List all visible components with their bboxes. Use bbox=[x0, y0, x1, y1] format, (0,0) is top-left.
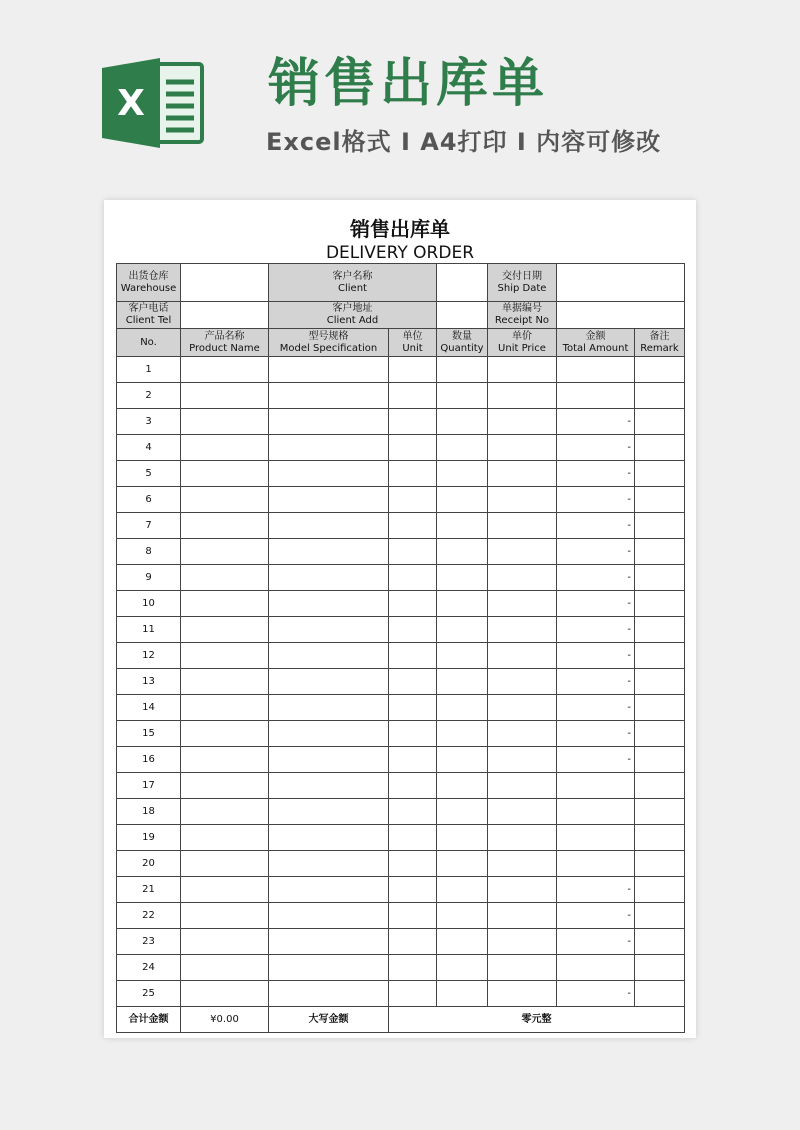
table-cell[interactable] bbox=[269, 851, 389, 877]
row-number: 15 bbox=[117, 721, 181, 747]
table-cell[interactable] bbox=[488, 409, 557, 435]
table-row bbox=[117, 721, 685, 747]
table-cell[interactable] bbox=[437, 461, 488, 487]
table-cell[interactable] bbox=[488, 799, 557, 825]
row-number: 19 bbox=[117, 825, 181, 851]
document-title-en: DELIVERY ORDER bbox=[325, 243, 475, 263]
table-cell[interactable] bbox=[635, 357, 685, 383]
table-cell[interactable] bbox=[269, 357, 389, 383]
table-cell[interactable] bbox=[437, 383, 488, 409]
table-cell[interactable] bbox=[437, 825, 488, 851]
table-cell[interactable] bbox=[635, 877, 685, 903]
table-cell[interactable] bbox=[181, 487, 269, 513]
amount-cell[interactable]: - bbox=[557, 643, 635, 669]
table-cell[interactable] bbox=[488, 877, 557, 903]
amount-cell[interactable]: - bbox=[557, 435, 635, 461]
table-cell[interactable] bbox=[635, 513, 685, 539]
table-row bbox=[117, 461, 685, 487]
row-number: 6 bbox=[117, 487, 181, 513]
table-cell[interactable] bbox=[437, 357, 488, 383]
table-cell[interactable] bbox=[488, 383, 557, 409]
table-cell[interactable] bbox=[488, 487, 557, 513]
table-cell[interactable] bbox=[181, 747, 269, 773]
table-cell[interactable] bbox=[635, 565, 685, 591]
table-cell[interactable] bbox=[269, 539, 389, 565]
table-row bbox=[117, 773, 685, 799]
table-row bbox=[117, 409, 685, 435]
table-cell[interactable] bbox=[269, 617, 389, 643]
table-cell[interactable] bbox=[488, 955, 557, 981]
table-row bbox=[117, 825, 685, 851]
warehouse-label: 出货仓库 Warehouse bbox=[117, 264, 181, 302]
row-number: 12 bbox=[117, 643, 181, 669]
amount-cell[interactable]: - bbox=[557, 487, 635, 513]
table-cell[interactable] bbox=[635, 643, 685, 669]
amount-cell[interactable] bbox=[557, 851, 635, 877]
amount-cell[interactable] bbox=[557, 357, 635, 383]
column-header: No. bbox=[117, 329, 181, 357]
table-cell[interactable] bbox=[437, 487, 488, 513]
table-cell[interactable] bbox=[181, 357, 269, 383]
table-cell[interactable] bbox=[181, 461, 269, 487]
table-cell[interactable] bbox=[488, 643, 557, 669]
table-cell[interactable] bbox=[389, 513, 437, 539]
amount-cell[interactable]: - bbox=[557, 903, 635, 929]
amount-cell[interactable]: - bbox=[557, 747, 635, 773]
table-cell[interactable] bbox=[389, 825, 437, 851]
table-cell[interactable] bbox=[437, 851, 488, 877]
row-number: 11 bbox=[117, 617, 181, 643]
column-header: 备注 Remark bbox=[635, 329, 685, 357]
table-cell[interactable] bbox=[181, 435, 269, 461]
amount-cell[interactable]: - bbox=[557, 721, 635, 747]
total-value: ¥0.00 bbox=[181, 1007, 269, 1033]
table-cell[interactable] bbox=[635, 929, 685, 955]
table-cell[interactable] bbox=[437, 695, 488, 721]
table-cell[interactable] bbox=[437, 799, 488, 825]
table-cell[interactable] bbox=[437, 409, 488, 435]
table-cell[interactable] bbox=[269, 929, 389, 955]
table-cell[interactable] bbox=[437, 617, 488, 643]
table-cell[interactable] bbox=[389, 617, 437, 643]
table-cell[interactable] bbox=[389, 695, 437, 721]
row-number: 20 bbox=[117, 851, 181, 877]
table-cell[interactable] bbox=[437, 435, 488, 461]
table-cell[interactable] bbox=[269, 799, 389, 825]
column-header: 单位 Unit bbox=[389, 329, 437, 357]
table-row bbox=[117, 565, 685, 591]
table-cell[interactable] bbox=[437, 773, 488, 799]
warehouse-value[interactable] bbox=[181, 264, 269, 302]
row-number: 8 bbox=[117, 539, 181, 565]
row-number: 24 bbox=[117, 955, 181, 981]
client-tel-label: 客户电话 Client Tel bbox=[117, 302, 181, 329]
column-header: 金额 Total Amount bbox=[557, 329, 635, 357]
amount-cell[interactable]: - bbox=[557, 981, 635, 1007]
table-cell[interactable] bbox=[437, 669, 488, 695]
row-number: 9 bbox=[117, 565, 181, 591]
table-cell[interactable] bbox=[635, 825, 685, 851]
row-number: 16 bbox=[117, 747, 181, 773]
amount-cell[interactable]: - bbox=[557, 695, 635, 721]
table-row bbox=[117, 435, 685, 461]
table-cell[interactable] bbox=[269, 773, 389, 799]
row-number: 2 bbox=[117, 383, 181, 409]
table-row bbox=[117, 539, 685, 565]
table-cell[interactable] bbox=[635, 955, 685, 981]
table-row bbox=[117, 513, 685, 539]
table-row bbox=[117, 955, 685, 981]
table-cell[interactable] bbox=[635, 851, 685, 877]
amount-cell[interactable]: - bbox=[557, 539, 635, 565]
ship-date-label: 交付日期 Ship Date bbox=[488, 264, 557, 302]
table-cell[interactable] bbox=[437, 877, 488, 903]
table-cell[interactable] bbox=[488, 539, 557, 565]
row-number: 17 bbox=[117, 773, 181, 799]
ship-date-value[interactable] bbox=[557, 264, 685, 302]
document-title-cn: 销售出库单 bbox=[350, 217, 450, 241]
client-add-label: 客户地址 Client Add bbox=[269, 302, 437, 329]
table-row bbox=[117, 981, 685, 1007]
table-cell[interactable] bbox=[488, 929, 557, 955]
table-cell[interactable] bbox=[389, 851, 437, 877]
table-cell[interactable] bbox=[437, 929, 488, 955]
table-cell[interactable] bbox=[269, 825, 389, 851]
table-cell[interactable] bbox=[437, 955, 488, 981]
table-cell[interactable] bbox=[181, 383, 269, 409]
column-header: 型号规格 Model Specification bbox=[269, 329, 389, 357]
table-cell[interactable] bbox=[389, 669, 437, 695]
table-row bbox=[117, 903, 685, 929]
client-label: 客户名称 Client bbox=[269, 264, 437, 302]
table-cell[interactable] bbox=[269, 643, 389, 669]
table-cell[interactable] bbox=[269, 383, 389, 409]
table-row bbox=[117, 877, 685, 903]
client-add-value[interactable] bbox=[437, 302, 488, 329]
amount-cell[interactable]: - bbox=[557, 409, 635, 435]
table-cell[interactable] bbox=[181, 981, 269, 1007]
table-cell[interactable] bbox=[389, 409, 437, 435]
table-row bbox=[117, 591, 685, 617]
table-cell[interactable] bbox=[181, 721, 269, 747]
row-number: 5 bbox=[117, 461, 181, 487]
table-cell[interactable] bbox=[389, 955, 437, 981]
table-cell[interactable] bbox=[488, 773, 557, 799]
table-cell[interactable] bbox=[488, 617, 557, 643]
table-cell[interactable] bbox=[488, 721, 557, 747]
table-cell[interactable] bbox=[635, 747, 685, 773]
table-cell[interactable] bbox=[181, 695, 269, 721]
banner-headline: 销售出库单 bbox=[268, 54, 549, 114]
column-header-row bbox=[117, 329, 685, 357]
table-cell[interactable] bbox=[635, 981, 685, 1007]
uppercase-label: 大写金额 bbox=[269, 1007, 389, 1033]
table-cell[interactable] bbox=[181, 643, 269, 669]
table-cell[interactable] bbox=[269, 487, 389, 513]
table-cell[interactable] bbox=[437, 981, 488, 1007]
table-cell[interactable] bbox=[389, 591, 437, 617]
table-cell[interactable] bbox=[389, 357, 437, 383]
table-cell[interactable] bbox=[181, 617, 269, 643]
table-cell[interactable] bbox=[635, 591, 685, 617]
table-cell[interactable] bbox=[437, 565, 488, 591]
table-cell[interactable] bbox=[269, 695, 389, 721]
table-cell[interactable] bbox=[488, 565, 557, 591]
row-number: 22 bbox=[117, 903, 181, 929]
table-cell[interactable] bbox=[269, 877, 389, 903]
row-number: 10 bbox=[117, 591, 181, 617]
column-header: 产品名称 Product Name bbox=[181, 329, 269, 357]
table-cell[interactable] bbox=[269, 513, 389, 539]
table-cell[interactable] bbox=[389, 799, 437, 825]
amount-cell[interactable] bbox=[557, 383, 635, 409]
amount-cell[interactable] bbox=[557, 825, 635, 851]
table-cell[interactable] bbox=[635, 539, 685, 565]
table-cell[interactable] bbox=[635, 383, 685, 409]
row-number: 13 bbox=[117, 669, 181, 695]
table-cell[interactable] bbox=[269, 669, 389, 695]
amount-cell[interactable]: - bbox=[557, 461, 635, 487]
table-cell[interactable] bbox=[635, 695, 685, 721]
table-cell[interactable] bbox=[181, 929, 269, 955]
table-cell[interactable] bbox=[389, 877, 437, 903]
table-cell[interactable] bbox=[181, 877, 269, 903]
table-cell[interactable] bbox=[488, 435, 557, 461]
table-cell[interactable] bbox=[181, 669, 269, 695]
table-cell[interactable] bbox=[269, 747, 389, 773]
table-cell[interactable] bbox=[389, 903, 437, 929]
table-cell[interactable] bbox=[181, 409, 269, 435]
table-cell[interactable] bbox=[181, 773, 269, 799]
row-number: 25 bbox=[117, 981, 181, 1007]
row-number: 18 bbox=[117, 799, 181, 825]
table-cell[interactable] bbox=[269, 565, 389, 591]
table-row bbox=[117, 383, 685, 409]
table-cell[interactable] bbox=[635, 773, 685, 799]
table-row bbox=[117, 487, 685, 513]
amount-cell[interactable]: - bbox=[557, 877, 635, 903]
total-row bbox=[117, 1007, 685, 1033]
table-cell[interactable] bbox=[635, 617, 685, 643]
table-cell[interactable] bbox=[488, 513, 557, 539]
table-row bbox=[117, 643, 685, 669]
table-cell[interactable] bbox=[389, 747, 437, 773]
table-cell[interactable] bbox=[181, 513, 269, 539]
table-cell[interactable] bbox=[181, 825, 269, 851]
receipt-no-value[interactable] bbox=[557, 302, 685, 329]
column-header: 单价 Unit Price bbox=[488, 329, 557, 357]
table-row bbox=[117, 617, 685, 643]
table-cell[interactable] bbox=[389, 721, 437, 747]
table-row bbox=[117, 799, 685, 825]
table-cell[interactable] bbox=[488, 981, 557, 1007]
table-cell[interactable] bbox=[389, 773, 437, 799]
amount-cell[interactable]: - bbox=[557, 617, 635, 643]
table-cell[interactable] bbox=[635, 461, 685, 487]
excel-logo-icon bbox=[102, 58, 206, 148]
table-cell[interactable] bbox=[488, 903, 557, 929]
client-tel-value[interactable] bbox=[181, 302, 269, 329]
table-cell[interactable] bbox=[269, 981, 389, 1007]
table-cell[interactable] bbox=[488, 695, 557, 721]
table-cell[interactable] bbox=[437, 539, 488, 565]
table-cell[interactable] bbox=[269, 955, 389, 981]
logo-letter: X bbox=[117, 83, 145, 124]
table-cell[interactable] bbox=[269, 435, 389, 461]
table-cell[interactable] bbox=[389, 383, 437, 409]
table-cell[interactable] bbox=[488, 747, 557, 773]
table-cell[interactable] bbox=[635, 487, 685, 513]
table-cell[interactable] bbox=[181, 799, 269, 825]
table-cell[interactable] bbox=[389, 643, 437, 669]
row-number: 7 bbox=[117, 513, 181, 539]
table-row bbox=[117, 929, 685, 955]
row-number: 14 bbox=[117, 695, 181, 721]
total-label: 合计金额 bbox=[117, 1007, 181, 1033]
table-cell[interactable] bbox=[437, 747, 488, 773]
table-cell[interactable] bbox=[389, 565, 437, 591]
table-cell[interactable] bbox=[635, 669, 685, 695]
table-row bbox=[117, 669, 685, 695]
table-cell[interactable] bbox=[635, 721, 685, 747]
table-cell[interactable] bbox=[181, 851, 269, 877]
table-cell[interactable] bbox=[635, 903, 685, 929]
table-cell[interactable] bbox=[635, 799, 685, 825]
table-cell[interactable] bbox=[488, 357, 557, 383]
table-cell[interactable] bbox=[181, 565, 269, 591]
table-cell[interactable] bbox=[389, 487, 437, 513]
receipt-no-label: 单据编号 Receipt No bbox=[488, 302, 557, 329]
table-cell[interactable] bbox=[389, 539, 437, 565]
table-cell[interactable] bbox=[437, 513, 488, 539]
table-cell[interactable] bbox=[269, 721, 389, 747]
table-cell[interactable] bbox=[269, 409, 389, 435]
table-cell[interactable] bbox=[488, 669, 557, 695]
table-cell[interactable] bbox=[269, 591, 389, 617]
amount-cell[interactable]: - bbox=[557, 929, 635, 955]
amount-cell[interactable] bbox=[557, 799, 635, 825]
table-cell[interactable] bbox=[181, 591, 269, 617]
table-cell[interactable] bbox=[389, 435, 437, 461]
row-number: 3 bbox=[117, 409, 181, 435]
table-row bbox=[117, 695, 685, 721]
amount-cell[interactable]: - bbox=[557, 513, 635, 539]
uppercase-value: 零元整 bbox=[389, 1007, 685, 1033]
delivery-order-table bbox=[116, 263, 685, 1033]
column-header: 数量 Quantity bbox=[437, 329, 488, 357]
amount-cell[interactable]: - bbox=[557, 591, 635, 617]
table-row bbox=[117, 357, 685, 383]
amount-cell[interactable]: - bbox=[557, 669, 635, 695]
table-cell[interactable] bbox=[488, 825, 557, 851]
table-cell[interactable] bbox=[181, 955, 269, 981]
amount-cell[interactable]: - bbox=[557, 565, 635, 591]
table-cell[interactable] bbox=[437, 643, 488, 669]
table-cell[interactable] bbox=[488, 461, 557, 487]
table-cell[interactable] bbox=[389, 981, 437, 1007]
table-cell[interactable] bbox=[389, 461, 437, 487]
row-number: 23 bbox=[117, 929, 181, 955]
table-cell[interactable] bbox=[488, 851, 557, 877]
row-number: 1 bbox=[117, 357, 181, 383]
table-cell[interactable] bbox=[635, 435, 685, 461]
table-cell[interactable] bbox=[269, 461, 389, 487]
table-cell[interactable] bbox=[181, 539, 269, 565]
row-number: 4 bbox=[117, 435, 181, 461]
amount-cell[interactable] bbox=[557, 955, 635, 981]
table-cell[interactable] bbox=[437, 903, 488, 929]
table-cell[interactable] bbox=[488, 591, 557, 617]
table-cell[interactable] bbox=[181, 903, 269, 929]
table-row bbox=[117, 747, 685, 773]
amount-cell[interactable] bbox=[557, 773, 635, 799]
client-value[interactable] bbox=[437, 264, 488, 302]
table-cell[interactable] bbox=[389, 929, 437, 955]
table-cell[interactable] bbox=[437, 591, 488, 617]
banner-subline: Excel格式 I A4打印 I 内容可修改 bbox=[266, 128, 662, 156]
table-row bbox=[117, 851, 685, 877]
document-sheet bbox=[104, 200, 696, 1038]
row-number: 21 bbox=[117, 877, 181, 903]
table-cell[interactable] bbox=[269, 903, 389, 929]
table-cell[interactable] bbox=[437, 721, 488, 747]
table-cell[interactable] bbox=[635, 409, 685, 435]
